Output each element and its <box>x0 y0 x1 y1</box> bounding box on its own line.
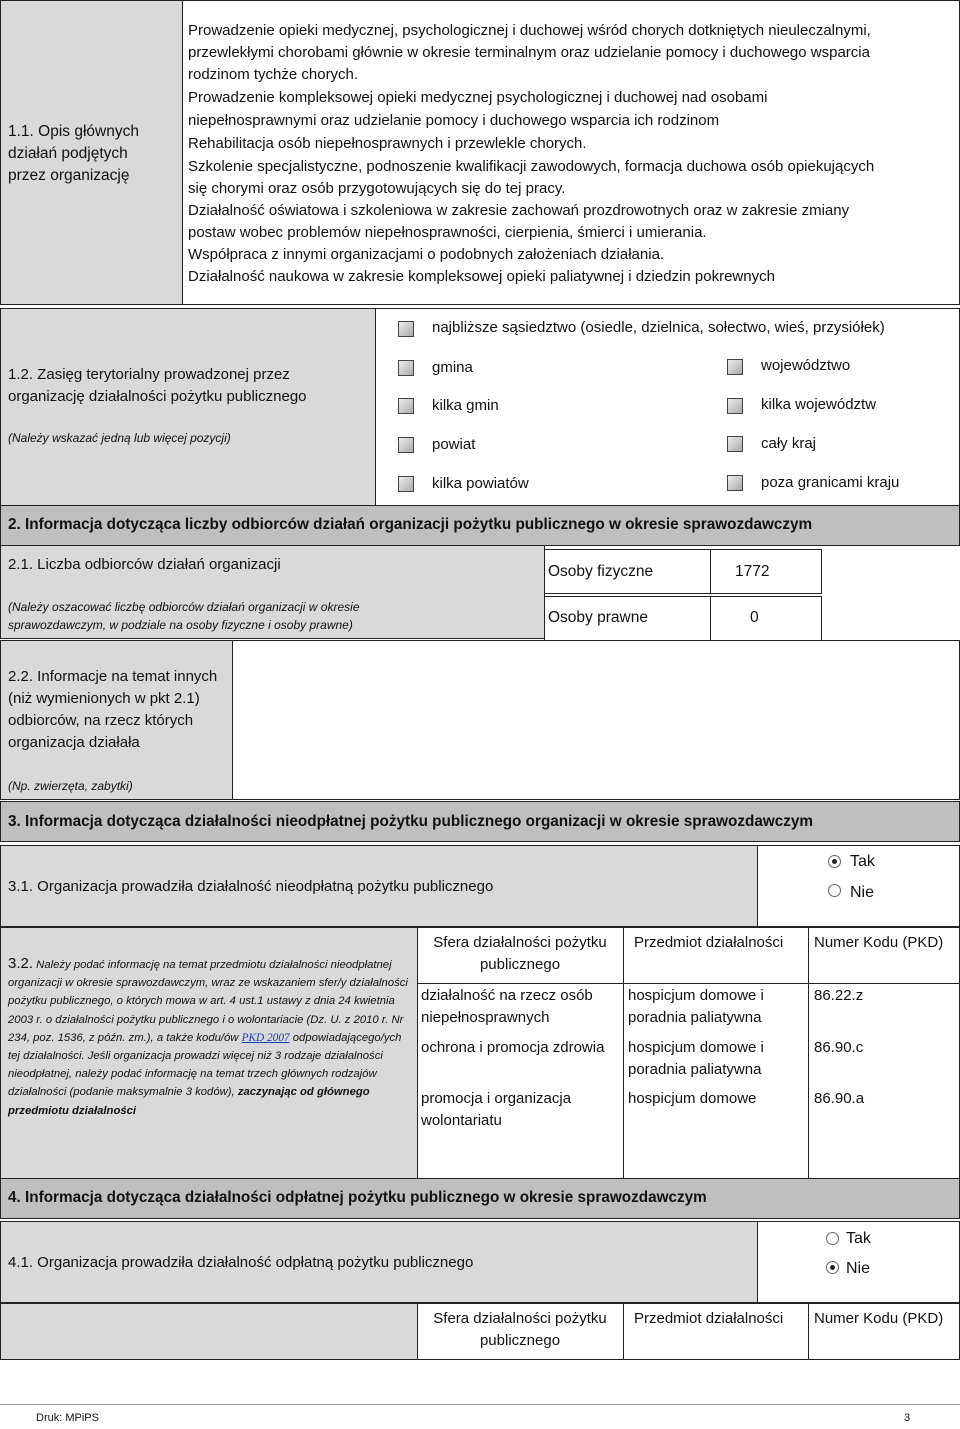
description-line: Współpraca z innymi organizacjami o podobnych założeniach działania. <box>188 246 665 263</box>
s31-tak-label: Tak <box>850 853 875 870</box>
s31-nie-label: Nie <box>850 884 875 901</box>
section-2-1-note: (Należy oszacować liczbę odbiorców działań organizacji w okresie sprawozdawczym, w podziale na osoby fizyczne i osoby prawne) <box>8 600 360 632</box>
s31-nie-radio[interactable] <box>828 884 841 897</box>
s4-col-subject-label: Przedmiot działalności <box>634 1310 784 1327</box>
footer-print-label: Druk: MPiPS <box>36 1412 99 1424</box>
section-2-2-input[interactable] <box>232 640 960 800</box>
section-2-2-note: (Np. zwierzęta, zabytki) <box>8 779 133 793</box>
col-code-label: Numer Kodu (PKD) <box>814 934 944 951</box>
row-subject[interactable]: hospicjum domowe i poradnia paliatywna <box>628 1039 764 1078</box>
s41-tak-radio[interactable] <box>826 1232 839 1245</box>
section-2-1-label: 2.1. Liczba odbiorców działań organizacji <box>8 556 281 573</box>
section-4-1-label: 4.1. Organizacja prowadziła działalność odpłatną pożytku publicznego <box>8 1254 474 1271</box>
section-3-header: 3. Informacja dotycząca działalności nieodpłatnej pożytku publicznego organizacji w okresie sprawozdawczym <box>8 813 813 830</box>
page-number: 3 <box>904 1412 911 1424</box>
kilka-wojewodztw-label: kilka województw <box>761 396 877 413</box>
neighborhood-label: najbliższe sąsiedztwo (osiedle, dzielnica, sołectwo, wieś, przysiółek) <box>432 319 885 336</box>
row-code[interactable]: 86.90.a <box>814 1090 865 1107</box>
s41-nie-radio[interactable] <box>826 1261 839 1274</box>
pkd-2007-link[interactable]: PKD 2007 <box>241 1031 290 1044</box>
section-4-2-cell <box>0 1303 418 1360</box>
section-3-2-description <box>8 955 413 1120</box>
row-code[interactable]: 86.90.c <box>814 1039 864 1056</box>
section-3-2-text: Należy podać informację na temat przedmiotu działalności nieodpłatnej organizacji w okresie sprawozdawczym, wraz ze wskazaniem sfer/y działalności pożytku publicznego, o których mowa w art. 4 ust.1 ustawy z dnia 24 kwietnia 2003 r. o działalności pożytku publicznego i o wolontariacie (Dz. U. z 2010 r. Nr 234, poz. 1536, z późn. zm.), a także kodu/ów <box>8 959 408 1044</box>
footer-divider <box>0 1404 960 1405</box>
section-2-2-label: 2.2. Informacje na temat innych (niż wymienionych w pkt 2.1) odbiorców, na rzecz których organizacja działała <box>8 668 218 751</box>
description-line: Działalność oświatowa i szkoleniowa w zakresie zachowań prozdrowotnych oraz w zakresie zmiany <box>188 202 850 219</box>
section-1-1-label: 1.1. Opis głównych działań podjętych przez organizację <box>8 123 139 184</box>
table-body-code <box>808 983 960 1179</box>
section-4-header: 4. Informacja dotycząca działalności odpłatnej pożytku publicznego w okresie sprawozdawczym <box>8 1189 707 1206</box>
kilka-gmin-checkbox[interactable] <box>398 398 414 414</box>
section-3-2-text-bold: zaczynając od głównego przedmiotu działalności <box>8 1086 370 1117</box>
description-line: Szkolenie specjalistyczne, podnoszenie kwalifikacji zawodowych, formacja duchowa osób opiekujących <box>188 158 875 175</box>
kilka-gmin-label: kilka gmin <box>432 397 499 414</box>
persons-label: Osoby fizyczne <box>548 563 654 580</box>
wojewodztwo-checkbox[interactable] <box>727 359 743 375</box>
legal-value[interactable]: 0 <box>750 609 759 626</box>
kilka-powiatow-label: kilka powiatów <box>432 475 529 492</box>
wojewodztwo-label: województwo <box>761 357 851 374</box>
description-line: Prowadzenie opieki medycznej, psychologicznej i duchowej wśród chorych dotkniętych nieuleczalnymi, <box>188 22 871 39</box>
section-3-1-label: 3.1. Organizacja prowadziła działalność nieodpłatną pożytku publicznego <box>8 878 494 895</box>
neighborhood-checkbox[interactable] <box>398 321 414 337</box>
kilka-wojewodztw-checkbox[interactable] <box>727 398 743 414</box>
s41-nie-label: Nie <box>846 1260 871 1277</box>
col-sphere-label: Sfera działalności pożytku publicznego <box>433 934 607 973</box>
row-subject[interactable]: hospicjum domowe i poradnia paliatywna <box>628 987 764 1026</box>
section-1-2-note: (Należy wskazać jedną lub więcej pozycji) <box>8 431 231 445</box>
s31-tak-radio[interactable] <box>828 855 841 868</box>
s4-col-code-label: Numer Kodu (PKD) <box>814 1310 944 1327</box>
poza-granicami-checkbox[interactable] <box>727 475 743 491</box>
section-1-2-label: 1.2. Zasięg terytorialny prowadzonej przez organizację działalności pożytku publicznego <box>8 366 307 405</box>
row-subject[interactable]: hospicjum domowe <box>628 1090 757 1107</box>
section-3-2-text-cont: odpowiadającego/ych tej działalności. Jeśli organizacja prowadzi więcej niż 3 rodzaje działalności nieodpłatnej, należy podać informację na temat trzech głównych rodzajów działalności (podanie maksymalnie 3 kodów), <box>8 1031 402 1099</box>
kilka-powiatow-checkbox[interactable] <box>398 476 414 492</box>
description-line: Rehabilitacja osób niepełnosprawnych i przewlekle chorych. <box>188 135 587 152</box>
col-subject-label: Przedmiot działalności <box>634 934 784 951</box>
powiat-checkbox[interactable] <box>398 437 414 453</box>
row-sphere[interactable]: ochrona i promocja zdrowia <box>421 1039 605 1056</box>
legal-label: Osoby prawne <box>548 609 648 626</box>
powiat-label: powiat <box>432 436 476 453</box>
persons-value[interactable]: 1772 <box>735 563 770 580</box>
s41-tak-label: Tak <box>846 1230 871 1247</box>
description-line: rodzinom tychże chorych. <box>188 66 359 83</box>
section-2-header: 2. Informacja dotycząca liczby odbiorców działań organizacji pożytku publicznego w okresie sprawozdawczym <box>8 516 813 533</box>
row-sphere[interactable]: promocja i organizacja wolontariatu <box>421 1090 572 1129</box>
section-3-2-number: 3.2. <box>8 955 34 972</box>
description-line: się chorymi oraz osób przygotowujących się do tej pracy. <box>188 180 566 197</box>
row-sphere[interactable]: działalność na rzecz osób niepełnosprawnych <box>421 987 593 1026</box>
legal-value-cell <box>710 596 822 641</box>
row-code[interactable]: 86.22.z <box>814 987 864 1004</box>
caly-kraj-checkbox[interactable] <box>727 436 743 452</box>
description-line: przewlekłymi chorobami głównie w okresie terminalnym oraz udzielanie pomocy i duchowego wsparcia <box>188 44 870 61</box>
description-line: Prowadzenie kompleksowej opieki medycznej psychologicznej i duchowej nad osobami <box>188 89 768 106</box>
description-line: niepełnosprawnymi oraz udzielanie pomocy i duchowego wsparcia ich rodzinom <box>188 112 720 129</box>
caly-kraj-label: cały kraj <box>761 435 817 452</box>
gmina-label: gmina <box>432 359 473 376</box>
description-line: Działalność naukowa w zakresie kompleksowej opieki paliatywnej i dziedzin pokrewnych <box>188 268 775 285</box>
description-line: postaw wobec problemów niepełnosprawności, cierpienia, śmierci i umierania. <box>188 224 707 241</box>
poza-granicami-label: poza granicami kraju <box>761 474 900 491</box>
s4-col-sphere-label: Sfera działalności pożytku publicznego <box>433 1310 607 1349</box>
gmina-checkbox[interactable] <box>398 360 414 376</box>
